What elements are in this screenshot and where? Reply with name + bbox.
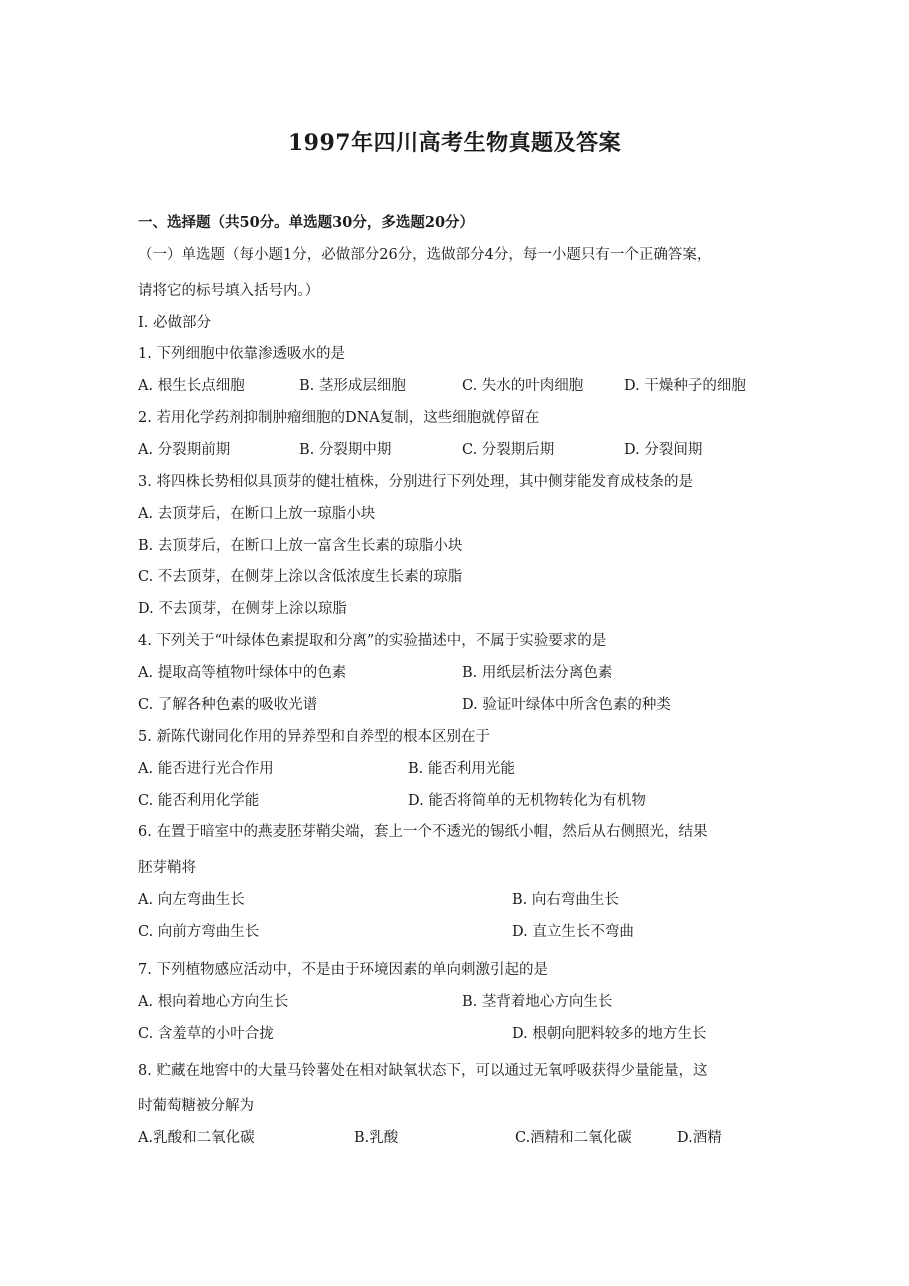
question-stem: 3. 将四株长势相似具顶芽的健壮植株，分别进行下列处理，其中侧芽能发育成枝条的是 [138,474,693,490]
option-c: C. 能否利用化学能 [138,793,260,809]
option-b: B.乳酸 [354,1130,399,1146]
option-c: C.酒精和二氧化碳 [515,1130,632,1146]
part-label: I. 必做部分 [138,315,211,331]
question-stem: 1. 下列细胞中依靠渗透吸水的是 [138,346,345,362]
option-b: B. 去顶芽后，在断口上放一富含生长素的琼脂小块 [138,538,463,554]
question-stem: 7. 下列植物感应活动中，不是由于环境因素的单向刺激引起的是 [138,962,548,978]
option-d: D. 直立生长不弯曲 [512,924,634,940]
option-b: B. 分裂期中期 [299,442,392,458]
option-d: D. 根朝向肥料较多的地方生长 [512,1026,707,1042]
option-a: A. 提取高等植物叶绿体中的色素 [138,665,347,681]
option-a: A. 根生长点细胞 [138,378,245,394]
option-d: D. 分裂间期 [624,442,703,458]
question-stem: 4. 下列关于“叶绿体色素提取和分离”的实验描述中，不属于实验要求的是 [138,633,607,649]
question-stem: 8. 贮藏在地窖中的大量马铃薯处在相对缺氧状态下，可以通过无氧呼吸获得少量能量，这 [138,1063,708,1079]
option-d: D. 验证叶绿体中所含色素的种类 [462,697,671,713]
sub-heading-line-1: （一）单选题（每小题1分，必做部分26分，选做部分4分，每一小题只有一个正确答案， [138,247,712,263]
option-d: D. 不去顶芽，在侧芽上涂以琼脂 [138,601,347,617]
question-stem-continued: 时葡萄糖被分解为 [138,1098,254,1114]
option-a: A. 向左弯曲生长 [138,892,245,908]
option-b: B. 茎形成层细胞 [299,378,406,394]
option-c: C. 分裂期后期 [462,442,555,458]
option-a: A. 根向着地心方向生长 [138,994,289,1010]
option-b: B. 茎背着地心方向生长 [462,994,613,1010]
option-c: C. 失水的叶肉细胞 [462,378,584,394]
option-b: B. 能否利用光能 [408,761,515,777]
option-a: A. 去顶芽后，在断口上放一琼脂小块 [138,506,376,522]
option-d: D. 干燥种子的细胞 [624,378,746,394]
option-c: C. 不去顶芽，在侧芽上涂以含低浓度生长素的琼脂 [138,569,463,585]
option-a: A.乳酸和二氧化碳 [138,1130,255,1146]
option-a: A. 能否进行光合作用 [138,761,274,777]
option-d: D.酒精 [677,1130,722,1146]
question-stem: 2. 若用化学药剂抑制肿瘤细胞的DNA复制，这些细胞就停留在 [138,410,540,426]
option-b: B. 向右弯曲生长 [512,892,619,908]
option-c: C. 含羞草的小叶合拢 [138,1026,274,1042]
question-stem: 6. 在置于暗室中的燕麦胚芽鞘尖端，套上一个不透光的锡纸小帽，然后从右侧照光，结果 [138,824,708,840]
section-heading: 一、选择题（共50分。单选题30分，多选题20分） [138,214,475,231]
option-b: B. 用纸层析法分离色素 [462,665,613,681]
question-stem-continued: 胚芽鞘将 [138,860,196,876]
option-c: C. 向前方弯曲生长 [138,924,260,940]
page-title: 1997年四川高考生物真题及答案 [287,130,622,156]
question-stem: 5. 新陈代谢同化作用的异养型和自养型的根本区别在于 [138,729,490,745]
option-c: C. 了解各种色素的吸收光谱 [138,697,318,713]
sub-heading-line-2: 请将它的标号填入括号内。） [138,283,320,299]
option-d: D. 能否将简单的无机物转化为有机物 [408,793,646,809]
option-a: A. 分裂期前期 [138,442,231,458]
